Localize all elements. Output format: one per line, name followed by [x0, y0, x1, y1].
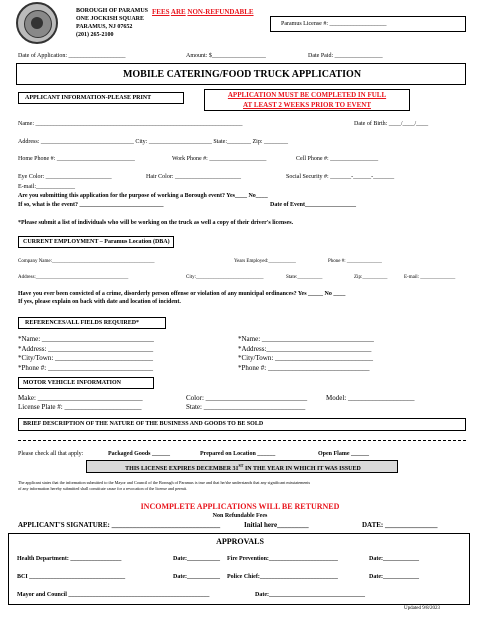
reference1-phone-field[interactable]: *Phone #: ______________________________: [18, 364, 153, 372]
reference1-address-field[interactable]: *Address: ______________________________: [18, 345, 154, 353]
prepared-on-location-check[interactable]: Prepared on Location ______: [200, 451, 276, 457]
applicant-info-box: [18, 92, 184, 104]
business-box: [18, 418, 466, 431]
fire-prevention-field[interactable]: Fire Prevention:_______________________: [227, 556, 338, 562]
bci-date-field[interactable]: Date:___________: [173, 574, 220, 580]
date-of-event-field[interactable]: Date of Event_________________: [270, 202, 356, 208]
license-number-label: Paramus License #: ___________________: [281, 21, 387, 27]
event-question[interactable]: Are you submitting this application for the purpose of working a Borough event? Yes____ No____: [18, 193, 268, 199]
check-all-label: Please check all that apply:: [18, 451, 84, 457]
org-city: PARAMUS, NJ 07652: [76, 24, 133, 30]
name-field[interactable]: Name: _____________________________________________________________________: [18, 121, 243, 127]
fire-date-field[interactable]: Date:____________: [369, 556, 419, 562]
approvals-title: APPROVALS: [216, 537, 264, 546]
references-label: REFERENCES/ALL FIELDS REQUIRED*: [25, 320, 140, 326]
work-phone-field[interactable]: Work Phone #: ___________________: [172, 156, 267, 162]
reference1-city-field[interactable]: *City/Town: ____________________________: [18, 354, 154, 362]
approvals-box: [8, 533, 470, 605]
updated-date: Updated 9/8/2023: [404, 606, 440, 611]
bci-field[interactable]: BCI ________________________________: [17, 574, 126, 580]
vehicle-label: MOTOR VEHICLE INFORMATION: [23, 380, 122, 386]
amount-field[interactable]: Amount: $__________________: [186, 53, 266, 59]
expiration-text: THIS LICENSE EXPIRES DECEMBER 31ST IN THE YEAR IN WHICH IT WAS ISSUED: [125, 463, 361, 472]
reference2-city-field[interactable]: *City/Town: ____________________________: [238, 354, 374, 362]
expiration-banner: [86, 460, 398, 473]
color-field[interactable]: Color: _____________________________: [186, 394, 308, 402]
event-name-field[interactable]: If so, what is the event? ____________________________: [18, 202, 164, 208]
submit-note: *Please submit a list of individuals who will be working on the truck as well a copy of their driver's licenses.: [18, 220, 294, 226]
signature-date-field[interactable]: DATE: _______________: [362, 521, 438, 529]
ssn-field[interactable]: Social Security #: _______-______-_______: [286, 174, 395, 180]
references-box: [18, 317, 166, 329]
make-field[interactable]: Make: ______________________________: [18, 394, 143, 402]
employment-phone-field[interactable]: Phone #: ______________: [328, 259, 382, 264]
company-name-field[interactable]: Company Name:_________________________________________: [18, 259, 155, 264]
date-paid-field[interactable]: Date Paid: ________________: [308, 53, 383, 59]
reference2-phone-field[interactable]: *Phone #: _____________________________: [238, 364, 370, 372]
employment-address-field[interactable]: Address:_____________________________________: [18, 275, 129, 280]
employment-email-field[interactable]: E-mail: ______________: [404, 275, 456, 280]
title-box: [16, 63, 466, 85]
initial-here-field[interactable]: Initial here_________: [244, 521, 309, 529]
borough-seal: [16, 2, 58, 44]
license-number-box[interactable]: [270, 16, 466, 32]
business-label: BRIEF DESCRIPTION OF THE NATURE OF THE BUSINESS AND GOODS TO BE SOLD: [23, 421, 264, 427]
business-description-line[interactable]: [18, 440, 466, 441]
conviction-question[interactable]: Have you ever been convicted of a crime, disorderly person offense or violation of any municipal ordinances? Yes _____ No ____: [18, 291, 346, 297]
disclaimer-line-2: of any information hereby submitted shall constitute cause for a revocation of the license and permit.: [18, 486, 188, 491]
hair-color-field[interactable]: Hair Color: ______________________: [146, 174, 241, 180]
conviction-explain: If yes, please explain on back with date and location of incident.: [18, 299, 181, 305]
date-of-application-field[interactable]: Date of Application: ___________________: [18, 53, 126, 59]
reference1-name-field[interactable]: *Name: ________________________________: [18, 335, 154, 343]
employment-label: CURRENT EMPLOYMENT – Paramus Location (DBA): [23, 239, 170, 245]
employment-state-field[interactable]: State:__________: [286, 275, 323, 280]
non-refundable-label: Non Refundable Fees: [212, 513, 268, 519]
packaged-goods-check[interactable]: Packaged Goods ______: [108, 451, 171, 457]
eye-color-field[interactable]: Eye Color: ______________________: [18, 174, 112, 180]
address-field[interactable]: Address: _______________________________ City: _____________________ State:________ Zip: ________: [18, 139, 288, 145]
incomplete-warning: INCOMPLETE APPLICATIONS WILL BE RETURNED: [140, 502, 340, 511]
fees-notice: FEES ARE NON-REFUNDABLE: [152, 8, 254, 16]
open-flame-check[interactable]: Open Flame ______: [318, 451, 369, 457]
reference2-name-field[interactable]: *Name: ________________________________: [238, 335, 374, 343]
employment-zip-field[interactable]: Zip:__________: [354, 275, 388, 280]
disclaimer-line-1: The applicant states that the information submitted to the Mayor and Council of the Borough of Paramus is true and that he/she understands that any significant misstatements: [18, 480, 311, 485]
police-date-field[interactable]: Date:____________: [369, 574, 419, 580]
reference2-address-field[interactable]: *Address:______________________________: [238, 345, 372, 353]
police-chief-field[interactable]: Police Chief:__________________________: [227, 574, 338, 580]
org-address: ONE JOCKISH SQUARE: [76, 16, 145, 22]
vehicle-box: [18, 377, 154, 389]
mayor-council-field[interactable]: Mayor and Council _______________________________________________: [17, 592, 210, 598]
health-date-field[interactable]: Date:___________: [173, 556, 220, 562]
years-employed-field[interactable]: Years Employed:___________: [234, 259, 296, 264]
completion-notice: APPLICATION MUST BE COMPLETED IN FULL AT LEAST 2 WEEKS PRIOR TO EVENT: [204, 89, 410, 111]
org-name: BOROUGH OF PARAMUS: [76, 8, 148, 14]
cell-phone-field[interactable]: Cell Phone #: ________________: [296, 156, 379, 162]
page-title: MOBILE CATERING/FOOD TRUCK APPLICATION: [122, 69, 362, 80]
applicant-info-label: APPLICANT INFORMATION-PLEASE PRINT: [25, 95, 152, 101]
date-of-birth-field[interactable]: Date of Birth: ____/____/____: [354, 121, 429, 127]
email-field[interactable]: E-mail:_____________: [18, 184, 75, 190]
employment-box: [18, 236, 174, 248]
health-department-field[interactable]: Health Department: _________________: [17, 556, 122, 562]
license-plate-field[interactable]: License Plate #: ______________________: [18, 403, 142, 411]
vehicle-state-field[interactable]: State: _____________________________: [186, 403, 306, 411]
home-phone-field[interactable]: Home Phone #: __________________________: [18, 156, 135, 162]
employment-city-field[interactable]: City:___________________________: [186, 275, 264, 280]
org-phone: (201) 265-2100: [76, 32, 114, 38]
mayor-date-field[interactable]: Date:________________________________: [255, 592, 365, 598]
model-field[interactable]: Model: ___________________: [326, 394, 415, 402]
applicant-signature-field[interactable]: APPLICANT'S SIGNATURE: _______________________________: [18, 521, 221, 529]
